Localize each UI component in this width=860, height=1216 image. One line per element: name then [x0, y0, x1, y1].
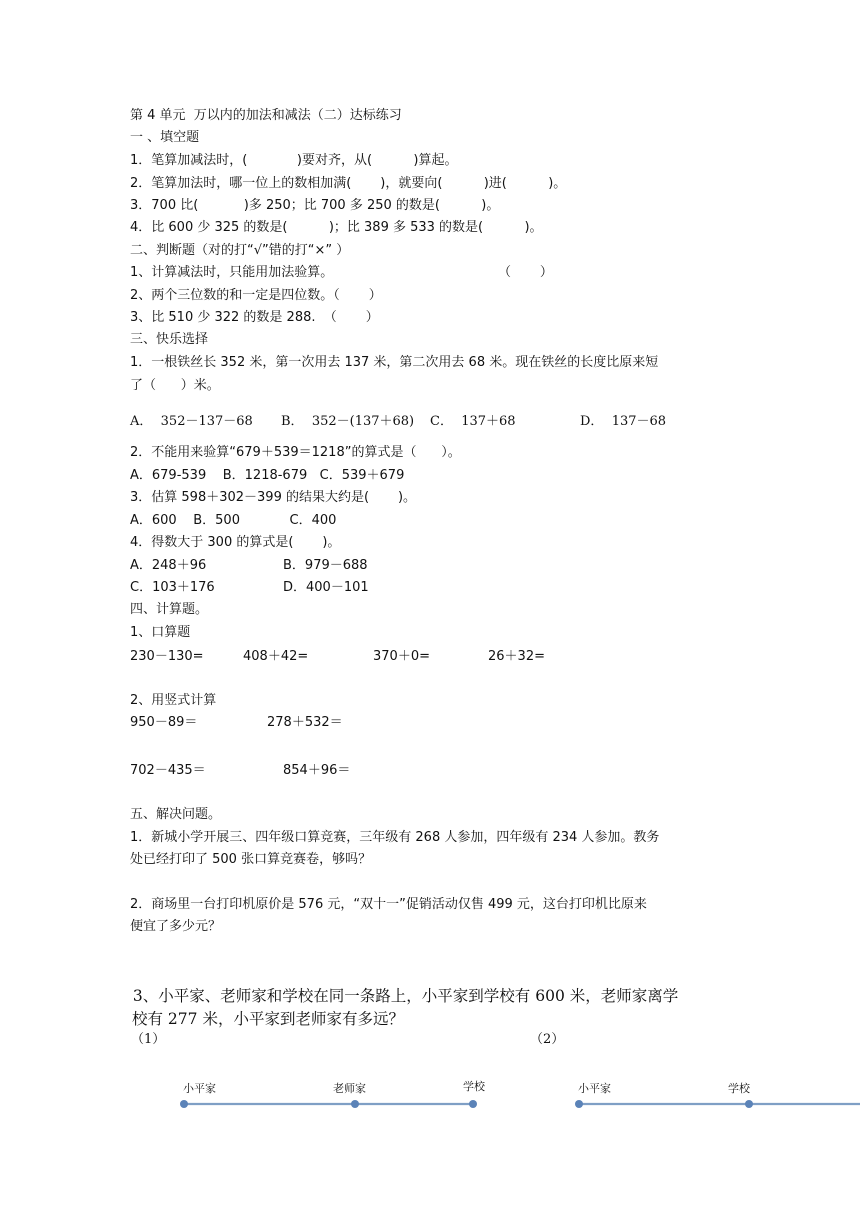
problem-2-line2: 便宜了多少元？	[130, 919, 222, 934]
problem-3-line2: 校有 277 米，小平家到老师家有多远？	[132, 1010, 404, 1028]
problem-1-line2: 处已经打印了 500 张口算竞赛卷，够吗？	[130, 852, 372, 867]
choice-4-option-d: D．400－101	[283, 580, 369, 595]
route-2-point-school	[745, 1100, 753, 1108]
route-2-point-home	[575, 1100, 583, 1108]
worksheet-title: 第 4 单元 万以内的加法和减法（二）达标练习	[130, 108, 402, 123]
choice-4-option-c: C．103＋176	[130, 580, 215, 595]
problem-2-line1: 2．商场里一台打印机原价是 576 元，“双十一”促销活动仅售 499 元，这台打印机比原来	[130, 897, 647, 912]
problem-3-line1: 3、小平家、老师家和学校在同一条路上，小平家到学校有 600 米，老师家离学	[128, 987, 679, 1005]
oral-calc-item: 230－130=	[130, 649, 204, 664]
judge-question-1: 1、计算减法时，只能用加法验算。	[130, 265, 334, 280]
fill-question-2: 2．笔算加法时，哪一位上的数相加满( )，就要向( )进( )。	[130, 176, 567, 191]
problem-1-line1: 1．新城小学开展三、四年级口算竞赛，三年级有 268 人参加，四年级有 234 人参加。教务	[130, 830, 660, 845]
fill-question-4: 4．比 600 少 325 的数是( )；比 389 多 533 的数是( )。	[130, 220, 543, 235]
choice-question-2: 2．不能用来验算“679＋539＝1218”的算式是（ ）。	[130, 445, 461, 460]
judge-question-1-blank: （ ）	[498, 265, 553, 280]
route-1-point-teacher	[351, 1100, 359, 1108]
section-heading-choice: 三、快乐选择	[130, 332, 209, 347]
choice-question-1-line2: 了（ ）米。	[130, 378, 220, 393]
choice-question-4: 4．得数大于 300 的算式是( )。	[130, 535, 341, 550]
vertical-calc-subheading: 2、用竖式计算	[130, 693, 217, 708]
choice-1-option-a: A． 352－137－68	[130, 414, 253, 429]
choice-4-option-b: B．979－688	[283, 558, 368, 573]
route-2-label-school: 学校	[728, 1082, 750, 1095]
choice-1-option-c: C． 137＋68	[430, 414, 516, 429]
oral-calc-item: 370＋0=	[373, 649, 430, 664]
vertical-calc-item: 950－89＝	[130, 715, 198, 730]
route-1-point-home	[180, 1100, 188, 1108]
section-heading-calc: 四、计算题。	[130, 602, 209, 617]
section-heading-fill-blank: 一 、填空题	[130, 130, 200, 145]
judge-question-3: 3、比 510 少 322 的数是 288. （ ）	[130, 310, 379, 325]
oral-calc-subheading: 1、口算题	[130, 625, 191, 640]
choice-question-3: 3．估算 598＋302－399 的结果大约是( )。	[130, 490, 417, 505]
vertical-calc-item: 702－435＝	[130, 763, 206, 778]
choice-question-3-options: A．600 B．500 C．400	[130, 513, 337, 528]
route-1-point-school	[469, 1100, 477, 1108]
section-heading-judge: 二、判断题（对的打“√”错的打“×” ）	[130, 243, 350, 258]
route-diagram-1	[180, 1079, 486, 1108]
problem-3-case-1-label: （1）	[131, 1032, 166, 1047]
choice-question-1-line1: 1．一根铁丝长 352 米，第一次用去 137 米，第二次用去 68 米。现在铁丝的长度比原来短	[130, 355, 659, 370]
oral-calc-item: 408＋42=	[243, 649, 309, 664]
vertical-calc-item: 854＋96＝	[283, 763, 351, 778]
problem-3-case-2-label: （2）	[530, 1032, 565, 1047]
route-1-label-home: 小平家	[183, 1082, 216, 1095]
judge-question-2: 2、两个三位数的和一定是四位数。（ ）	[130, 288, 382, 303]
choice-1-option-d: D． 137－68	[580, 414, 667, 429]
oral-calc-item: 26＋32=	[488, 649, 545, 664]
choice-question-2-options: A．679-539 B．1218-679 C．539＋679	[130, 468, 405, 483]
choice-1-option-b: B． 352－(137＋68)	[281, 414, 415, 429]
route-1-label-teacher: 老师家	[333, 1082, 366, 1095]
route-2-label-home: 小平家	[578, 1082, 611, 1095]
route-1-label-school: 学校	[463, 1080, 485, 1093]
fill-question-3: 3．700 比( )多 250；比 700 多 250 的数是( )。	[130, 198, 500, 213]
vertical-calc-item: 278＋532＝	[267, 715, 343, 730]
choice-4-option-a: A．248＋96	[130, 558, 207, 573]
fill-question-1: 1．笔算加减法时，( )要对齐，从( )算起。	[130, 153, 458, 168]
section-heading-problems: 五、解决问题。	[130, 807, 222, 822]
route-diagram-2	[575, 1081, 860, 1108]
